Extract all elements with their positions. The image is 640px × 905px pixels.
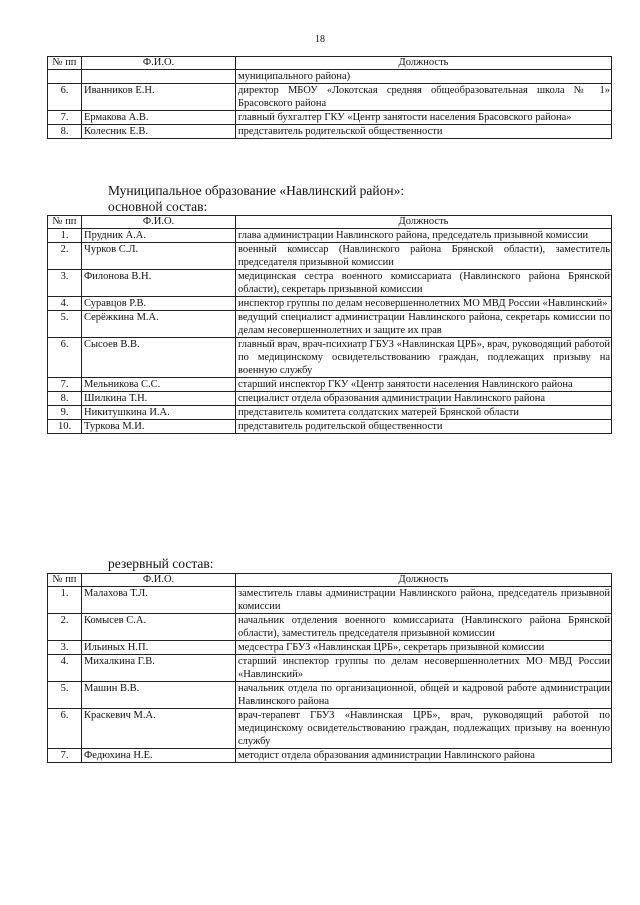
row-name: Мельникова С.С.	[82, 378, 236, 392]
table-row	[48, 587, 612, 614]
row-position: медсестра ГБУЗ «Навлинская ЦРБ», секретарь призывной комиссии	[236, 641, 612, 655]
table-row	[48, 229, 612, 243]
column-header-number: № пп	[48, 574, 82, 587]
table-row	[48, 111, 612, 125]
column-header-name: Ф.И.О.	[82, 574, 236, 587]
row-name: Комысев С.А.	[82, 614, 236, 641]
row-position: военный комиссар (Навлинского района Брянской области), заместитель председателя призывной комиссии	[236, 243, 612, 270]
row-name: Суравцов Р.В.	[82, 297, 236, 311]
section-subtitle-main: основной состав:	[108, 199, 208, 214]
table-row	[48, 392, 612, 406]
row-number: 1.	[48, 229, 82, 243]
table-row	[48, 655, 612, 682]
row-position: заместитель главы администрации Навлинского района, председатель призывной комиссии	[236, 587, 612, 614]
table-body	[48, 229, 612, 434]
table-row	[48, 420, 612, 434]
table-row	[48, 378, 612, 392]
column-header-name: Ф.И.О.	[82, 216, 236, 229]
row-position: начальник отдела по организационной, общей и кадровой работе администрации Навлинского района	[236, 682, 612, 709]
table-row	[48, 311, 612, 338]
row-name: Сысоев В.В.	[82, 338, 236, 378]
row-number: 6.	[48, 709, 82, 749]
row-name: Малахова Т.Л.	[82, 587, 236, 614]
row-name: Колесник Е.В.	[82, 125, 236, 139]
row-number: 3.	[48, 270, 82, 297]
row-position: старший инспектор ГКУ «Центр занятости населения Навлинского района	[236, 378, 612, 392]
row-number: 6.	[48, 338, 82, 378]
row-position: специалист отдела образования администрации Навлинского района	[236, 392, 612, 406]
table-row	[48, 338, 612, 378]
main-composition-table	[47, 215, 612, 434]
row-position: представитель родительской общественности	[236, 125, 612, 139]
members-table-continued	[47, 56, 612, 139]
row-position: врач-терапевт ГБУЗ «Навлинская ЦРБ», врач, руководящий работой по медицинскому освидетельствованию граждан, подлежащих призыву на военную службу	[236, 709, 612, 749]
row-name: Филонова В.Н.	[82, 270, 236, 297]
table-row	[48, 709, 612, 749]
row-name	[82, 70, 236, 84]
row-name: Михалкина Г.В.	[82, 655, 236, 682]
row-name: Серёжкина М.А.	[82, 311, 236, 338]
row-name: Туркова М.И.	[82, 420, 236, 434]
row-position: начальник отделения военного комиссариата (Навлинского района Брянской области), заместитель председателя призывной комиссии	[236, 614, 612, 641]
row-number: 2.	[48, 243, 82, 270]
row-name: Иванников Е.Н.	[82, 84, 236, 111]
row-number: 10.	[48, 420, 82, 434]
row-position: главный врач, врач-психиатр ГБУЗ «Навлинская ЦРБ», врач, руководящий работой по медицинскому освидетельствованию граждан, подлежащих призыву на военную службу	[236, 338, 612, 378]
row-number: 4.	[48, 297, 82, 311]
table-row	[48, 125, 612, 139]
row-number: 8.	[48, 125, 82, 139]
row-name: Федюхина Н.Е.	[82, 749, 236, 763]
table-header-row	[48, 574, 612, 587]
row-number: 3.	[48, 641, 82, 655]
table-row	[48, 297, 612, 311]
row-position: директор МБОУ «Локотская средняя общеобразовательная школа № 1» Брасовского района	[236, 84, 612, 111]
column-header-name: Ф.И.О.	[82, 57, 236, 70]
row-position: главный бухгалтер ГКУ «Центр занятости населения Брасовского района»	[236, 111, 612, 125]
row-name: Никитушкина И.А.	[82, 406, 236, 420]
row-name: Прудник А.А.	[82, 229, 236, 243]
row-name: Краскевич М.А.	[82, 709, 236, 749]
table-row	[48, 614, 612, 641]
row-position: старший инспектор группы по делам несовершеннолетних МО МВД России «Навлинский»	[236, 655, 612, 682]
table-body	[48, 70, 612, 139]
table-body	[48, 587, 612, 763]
row-name: Чурков С.Л.	[82, 243, 236, 270]
table-row	[48, 84, 612, 111]
row-number: 9.	[48, 406, 82, 420]
table-row	[48, 682, 612, 709]
table-header-row	[48, 57, 612, 70]
reserve-composition-table	[47, 573, 612, 763]
table-row	[48, 641, 612, 655]
row-number	[48, 70, 82, 84]
column-header-position: Должность	[236, 57, 612, 70]
row-position: глава администрации Навлинского района, председатель призывной комиссии	[236, 229, 612, 243]
row-number: 7.	[48, 111, 82, 125]
row-position: муниципального района)	[236, 70, 612, 84]
row-number: 2.	[48, 614, 82, 641]
row-position: медицинская сестра военного комиссариата (Навлинского района Брянской области), секретарь призывной комиссии	[236, 270, 612, 297]
row-name: Шилкина Т.Н.	[82, 392, 236, 406]
row-position: ведущий специалист администрации Навлинского района, секретарь комиссии по делам несовершеннолетних и защите их прав	[236, 311, 612, 338]
row-position: методист отдела образования администрации Навлинского района	[236, 749, 612, 763]
page-number: 18	[315, 34, 325, 45]
table-row	[48, 70, 612, 84]
row-name: Ермакова А.В.	[82, 111, 236, 125]
table-header-row	[48, 216, 612, 229]
row-position: представитель родительской общественности	[236, 420, 612, 434]
section-title: Муниципальное образование «Навлинский район»:	[108, 183, 405, 198]
column-header-position: Должность	[236, 216, 612, 229]
table-row	[48, 406, 612, 420]
row-position: инспектор группы по делам несовершеннолетних МО МВД России «Навлинский»	[236, 297, 612, 311]
row-number: 7.	[48, 378, 82, 392]
table-row	[48, 270, 612, 297]
column-header-position: Должность	[236, 574, 612, 587]
row-name: Ильиных Н.П.	[82, 641, 236, 655]
row-position: представитель комитета солдатских матерей Брянской области	[236, 406, 612, 420]
row-number: 8.	[48, 392, 82, 406]
row-name: Машин В.В.	[82, 682, 236, 709]
table-row	[48, 243, 612, 270]
row-number: 5.	[48, 682, 82, 709]
row-number: 4.	[48, 655, 82, 682]
row-number: 6.	[48, 84, 82, 111]
table-row	[48, 749, 612, 763]
row-number: 5.	[48, 311, 82, 338]
section-subtitle-reserve: резервный состав:	[108, 556, 214, 571]
row-number: 1.	[48, 587, 82, 614]
row-number: 7.	[48, 749, 82, 763]
column-header-number: № пп	[48, 216, 82, 229]
column-header-number: № пп	[48, 57, 82, 70]
